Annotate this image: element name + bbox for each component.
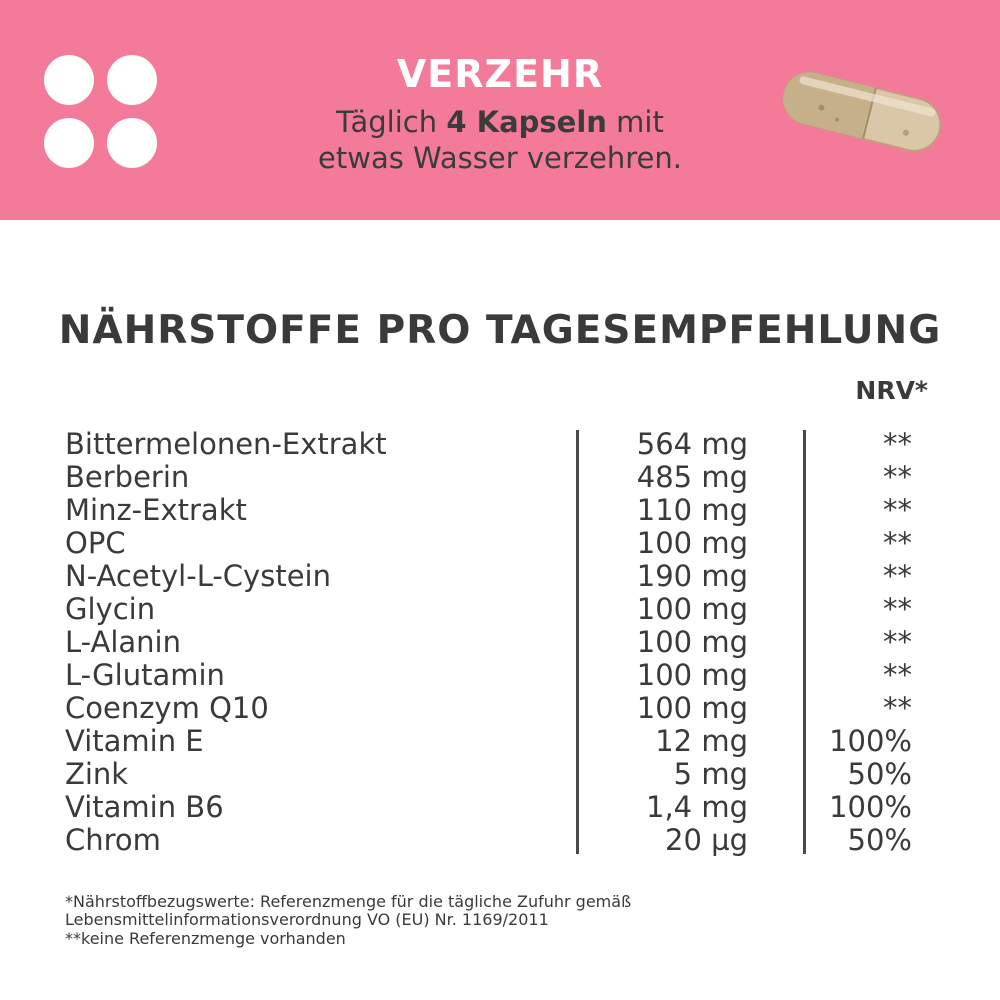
capsule-icon bbox=[770, 55, 950, 165]
banner-title: VERZEHR bbox=[396, 52, 604, 96]
table-row bbox=[0, 692, 1000, 725]
nutrient-amount: 190 mg bbox=[636, 559, 748, 593]
nutrient-amount: 5 mg bbox=[673, 757, 748, 791]
table-row bbox=[0, 758, 1000, 791]
banner-line1-bold: 4 Kapseln bbox=[446, 105, 607, 139]
nutrient-amount: 100 mg bbox=[636, 526, 748, 560]
table-row bbox=[0, 626, 1000, 659]
nutrient-nrv: 50% bbox=[847, 757, 912, 791]
nutrient-name: Glycin bbox=[65, 592, 156, 626]
nutrient-nrv: ** bbox=[883, 592, 912, 626]
nutrient-nrv: ** bbox=[883, 427, 912, 461]
nutrient-name: Vitamin B6 bbox=[65, 790, 224, 824]
table-row bbox=[0, 494, 1000, 527]
table-row bbox=[0, 593, 1000, 626]
nutrient-nrv: ** bbox=[883, 526, 912, 560]
nutrient-nrv: ** bbox=[883, 691, 912, 725]
nutrient-name: Chrom bbox=[65, 823, 161, 857]
footnote-regulation: Lebensmittelinformationsverordnung VO (EU) Nr. 1169/2011 bbox=[65, 910, 549, 929]
nutrient-name: L-Alanin bbox=[65, 625, 181, 659]
nutrient-nrv: ** bbox=[883, 493, 912, 527]
table-row bbox=[0, 824, 1000, 857]
nutrient-nrv: 100% bbox=[829, 790, 912, 824]
nutrient-name: OPC bbox=[65, 526, 126, 560]
footnote-nrv: *Nährstoffbezugswerte: Referenzmenge für die tägliche Zufuhr gemäß bbox=[65, 892, 632, 911]
nutrient-amount: 100 mg bbox=[636, 592, 748, 626]
nutrient-amount: 564 mg bbox=[636, 427, 748, 461]
nutrient-amount: 485 mg bbox=[636, 460, 748, 494]
nutrient-nrv: ** bbox=[883, 658, 912, 692]
nutrient-amount: 12 mg bbox=[655, 724, 748, 758]
banner-line1-pre: Täglich bbox=[336, 105, 438, 139]
nutrient-name: Vitamin E bbox=[65, 724, 204, 758]
table-row bbox=[0, 560, 1000, 593]
table-row bbox=[0, 461, 1000, 494]
nutrient-name: Minz-Extrakt bbox=[65, 493, 247, 527]
nutrient-name: Bittermelonen-Extrakt bbox=[65, 427, 387, 461]
nutrient-name: Coenzym Q10 bbox=[65, 691, 269, 725]
nutrient-nrv: 100% bbox=[829, 724, 912, 758]
nutrient-name: Zink bbox=[65, 757, 129, 791]
table-row bbox=[0, 527, 1000, 560]
nutrient-amount: 110 mg bbox=[636, 493, 748, 527]
table-row bbox=[0, 725, 1000, 758]
nrv-column-header: NRV* bbox=[855, 376, 928, 405]
table-row bbox=[0, 659, 1000, 692]
nutrient-name: Berberin bbox=[65, 460, 190, 494]
nutrient-amount: 100 mg bbox=[636, 625, 748, 659]
banner-instruction-line2: etwas Wasser verzehren. bbox=[318, 141, 682, 175]
table-row bbox=[0, 428, 1000, 461]
nutrient-nrv: ** bbox=[883, 559, 912, 593]
nutrient-amount: 20 µg bbox=[665, 823, 748, 857]
nutrient-amount: 100 mg bbox=[636, 691, 748, 725]
nutrient-name: N-Acetyl-L-Cystein bbox=[65, 559, 331, 593]
table-row bbox=[0, 791, 1000, 824]
intake-banner bbox=[0, 0, 1000, 220]
nutrient-nrv: ** bbox=[883, 625, 912, 659]
nutrient-amount: 1,4 mg bbox=[646, 790, 748, 824]
nutrient-nrv: ** bbox=[883, 460, 912, 494]
nutrient-name: L-Glutamin bbox=[65, 658, 225, 692]
nutrient-amount: 100 mg bbox=[636, 658, 748, 692]
nutrients-heading: NÄHRSTOFFE PRO TAGESEMPFEHLUNG bbox=[58, 308, 942, 353]
footnote-no-reference: **keine Referenzmenge vorhanden bbox=[65, 929, 346, 948]
banner-line1-post: mit bbox=[616, 105, 664, 139]
nutrient-nrv: 50% bbox=[847, 823, 912, 857]
